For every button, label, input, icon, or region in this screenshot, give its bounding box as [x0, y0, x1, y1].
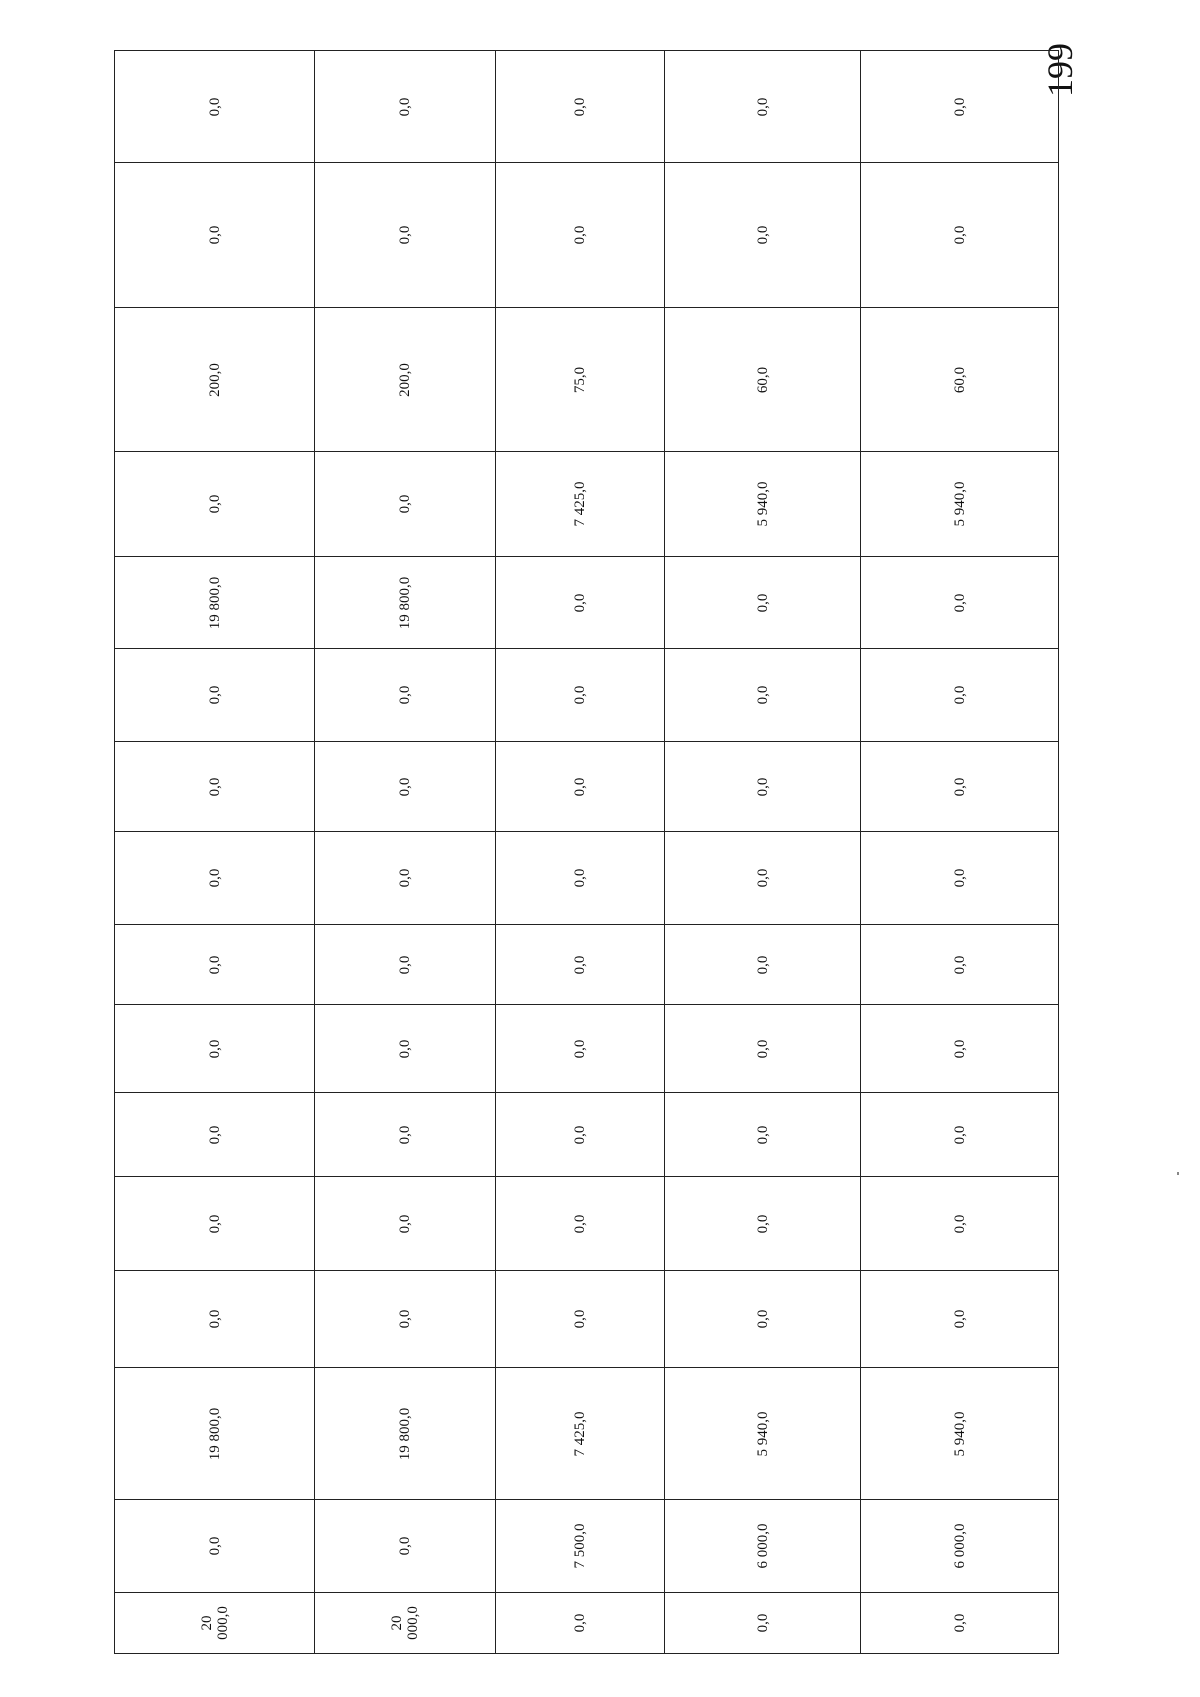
- table-cell: [115, 163, 315, 308]
- table-cell: [315, 51, 496, 163]
- cell-value: 5 940,0: [951, 1411, 968, 1456]
- table-cell: [861, 649, 1059, 742]
- table-cell: [665, 163, 861, 308]
- table-cell: [315, 452, 496, 557]
- table-cell: [861, 1093, 1059, 1177]
- table-cell: [115, 742, 315, 832]
- cell-value: 0,0: [572, 1309, 588, 1329]
- table-cell: [665, 649, 861, 742]
- cell-value: 0,0: [951, 685, 968, 705]
- table-row: [115, 51, 1059, 163]
- cell-value: 0,0: [951, 225, 968, 245]
- cell-value: 7 425,0: [572, 481, 588, 527]
- cell-value: 0,0: [754, 593, 771, 612]
- table-body: [115, 51, 1059, 1654]
- cell-value: 0,0: [397, 1536, 413, 1556]
- table-cell: [665, 557, 861, 649]
- page-number: 199: [1040, 43, 1080, 97]
- table-cell: [315, 1093, 496, 1177]
- table-cell: [315, 742, 496, 832]
- cell-value: 0,0: [754, 97, 771, 116]
- data-table: [114, 50, 1059, 1654]
- cell-value: 0,0: [951, 97, 968, 116]
- cell-value: 0,0: [754, 685, 771, 705]
- table-cell: [665, 1093, 861, 1177]
- table-cell: [861, 742, 1059, 832]
- table-cell: [665, 1177, 861, 1271]
- table-cell: [861, 1005, 1059, 1093]
- table-row: [115, 1500, 1059, 1593]
- cell-value: 0,0: [397, 955, 413, 974]
- table-row: [115, 1368, 1059, 1500]
- table-cell: [315, 308, 496, 452]
- table-cell: [315, 1005, 496, 1093]
- table-cell: [665, 1005, 861, 1093]
- cell-value: 0,0: [572, 1613, 588, 1633]
- table-cell: [115, 1271, 315, 1368]
- table-cell: [315, 163, 496, 308]
- cell-value: 0,0: [397, 225, 413, 245]
- cell-value: 0,0: [397, 1125, 413, 1144]
- cell-value: 0,0: [206, 1125, 223, 1144]
- table-cell: [315, 1368, 496, 1500]
- table-cell: [496, 557, 665, 649]
- table-cell: [665, 308, 861, 452]
- table-row: [115, 452, 1059, 557]
- table-cell: [496, 1593, 665, 1654]
- cell-value: 19 800,0: [206, 576, 223, 629]
- table-cell: [861, 308, 1059, 452]
- cell-value: 0,0: [206, 494, 223, 514]
- table-cell: [665, 742, 861, 832]
- cell-value: 0,0: [754, 955, 771, 974]
- cell-value: 0,0: [754, 1613, 771, 1633]
- table-cell: [496, 1005, 665, 1093]
- cell-value: 0,0: [754, 1039, 771, 1058]
- table-cell: [861, 163, 1059, 308]
- table-cell: [315, 1500, 496, 1593]
- cell-value: 0,0: [572, 1039, 588, 1058]
- cell-value: 0,0: [397, 494, 413, 514]
- table-row: [115, 925, 1059, 1005]
- table-cell: [496, 1093, 665, 1177]
- table-row: [115, 1093, 1059, 1177]
- table-cell: [665, 1368, 861, 1500]
- table-row: [115, 1005, 1059, 1093]
- cell-value: 0,0: [951, 1039, 968, 1058]
- table-cell: [115, 925, 315, 1005]
- cell-value: 0,0: [397, 1214, 413, 1233]
- table-cell: [496, 1368, 665, 1500]
- cell-value: 0,0: [754, 1309, 771, 1329]
- cell-value: 6 000,0: [951, 1523, 968, 1569]
- cell-value: 0,0: [206, 777, 223, 796]
- cell-value: 200,0: [206, 362, 223, 397]
- table-cell: [315, 1177, 496, 1271]
- table-cell: [496, 163, 665, 308]
- table-row: [115, 832, 1059, 925]
- table-cell: [115, 1177, 315, 1271]
- cell-value: 75,0: [572, 366, 588, 393]
- cell-value: 0,0: [951, 868, 968, 888]
- table-cell: [115, 452, 315, 557]
- table-cell: [665, 1271, 861, 1368]
- table-cell: [496, 649, 665, 742]
- table-row: [115, 163, 1059, 308]
- cell-value: 0,0: [206, 1039, 223, 1058]
- cell-value: 5 940,0: [754, 1411, 771, 1456]
- cell-value: 0,0: [572, 955, 588, 974]
- table-cell: [665, 832, 861, 925]
- table-cell: [315, 649, 496, 742]
- table-cell: [496, 925, 665, 1005]
- cell-value: 19 800,0: [397, 576, 413, 629]
- cell-value: 0,0: [206, 868, 223, 888]
- table-cell: [665, 452, 861, 557]
- cell-value: 0,0: [951, 1214, 968, 1233]
- cell-value: 0,0: [206, 1309, 223, 1329]
- table-cell: [496, 1500, 665, 1593]
- cell-value: 0,0: [206, 955, 223, 974]
- cell-value: 0,0: [397, 777, 413, 796]
- table-cell: [861, 557, 1059, 649]
- table-cell: [115, 557, 315, 649]
- table-cell: [861, 832, 1059, 925]
- cell-value: 5 940,0: [951, 481, 968, 527]
- table-cell: [665, 1500, 861, 1593]
- table-cell: [115, 1005, 315, 1093]
- table-cell: [315, 1271, 496, 1368]
- table-cell: [496, 1271, 665, 1368]
- cell-value: 0,0: [397, 868, 413, 888]
- cell-value: 0,0: [754, 225, 771, 245]
- table-cell: [861, 452, 1059, 557]
- cell-value: 0,0: [572, 1125, 588, 1144]
- cell-value: 0,0: [206, 1536, 223, 1556]
- cell-value: 0,0: [572, 777, 588, 796]
- cell-value: 0,0: [206, 225, 223, 245]
- cell-value: 0,0: [951, 955, 968, 974]
- table-row: [115, 1177, 1059, 1271]
- cell-value: 0,0: [951, 1309, 968, 1329]
- cell-value: 0,0: [951, 1125, 968, 1144]
- table-cell: [861, 1368, 1059, 1500]
- table-cell: [315, 925, 496, 1005]
- table-cell: [115, 1593, 315, 1654]
- cell-value: 19 800,0: [206, 1407, 223, 1460]
- cell-value: 0,0: [754, 868, 771, 888]
- cell-value: 0,0: [572, 868, 588, 888]
- table-cell: [115, 649, 315, 742]
- table-row: [115, 1593, 1059, 1654]
- cell-value: 60,0: [951, 366, 968, 393]
- cell-value: 0,0: [572, 593, 588, 612]
- table-cell: [115, 1093, 315, 1177]
- cell-value: 0,0: [397, 1039, 413, 1058]
- table-cell: [496, 742, 665, 832]
- table-cell: [315, 832, 496, 925]
- scan-speck: [1177, 1172, 1179, 1175]
- cell-value: 0,0: [951, 777, 968, 796]
- cell-value: 19 800,0: [397, 1407, 413, 1460]
- table-cell: [496, 51, 665, 163]
- table-cell: [115, 1368, 315, 1500]
- cell-value: 0,0: [572, 685, 588, 705]
- table-cell: [496, 832, 665, 925]
- cell-value: 0,0: [754, 1125, 771, 1144]
- cell-value: 0,0: [397, 1309, 413, 1329]
- cell-value: 7 425,0: [572, 1411, 588, 1456]
- cell-value: 0,0: [206, 685, 223, 705]
- table-cell: [115, 51, 315, 163]
- cell-value: 0,0: [397, 97, 413, 116]
- table-cell: [665, 925, 861, 1005]
- cell-value: 0,0: [206, 1214, 223, 1233]
- cell-value: 7 500,0: [572, 1523, 588, 1569]
- cell-value: 0,0: [951, 593, 968, 612]
- table-cell: [861, 1177, 1059, 1271]
- table-cell: [861, 51, 1059, 163]
- table-cell: [861, 925, 1059, 1005]
- cell-value: 20 000,0: [389, 1606, 421, 1640]
- cell-value: 0,0: [754, 1214, 771, 1233]
- cell-value: 0,0: [397, 685, 413, 705]
- cell-value: 20 000,0: [198, 1606, 231, 1640]
- table-cell: [861, 1593, 1059, 1654]
- table-row: [115, 649, 1059, 742]
- table-cell: [665, 1593, 861, 1654]
- table-cell: [861, 1271, 1059, 1368]
- cell-value: 0,0: [572, 97, 588, 116]
- table-cell: [496, 1177, 665, 1271]
- cell-value: 0,0: [754, 777, 771, 796]
- cell-value: 5 940,0: [754, 481, 771, 527]
- table-row: [115, 308, 1059, 452]
- cell-value: 0,0: [572, 225, 588, 245]
- cell-value: 0,0: [951, 1613, 968, 1633]
- table-cell: [315, 1593, 496, 1654]
- cell-value: 0,0: [206, 97, 223, 116]
- table-cell: [665, 51, 861, 163]
- table-cell: [861, 1500, 1059, 1593]
- cell-value: 6 000,0: [754, 1523, 771, 1569]
- table-cell: [115, 832, 315, 925]
- table-cell: [496, 452, 665, 557]
- cell-value: 60,0: [754, 366, 771, 393]
- cell-value: 0,0: [572, 1214, 588, 1233]
- cell-value: 200,0: [397, 362, 413, 397]
- table-cell: [115, 1500, 315, 1593]
- table-row: [115, 557, 1059, 649]
- table-cell: [496, 308, 665, 452]
- table-cell: [315, 557, 496, 649]
- table-row: [115, 742, 1059, 832]
- table-cell: [115, 308, 315, 452]
- table-row: [115, 1271, 1059, 1368]
